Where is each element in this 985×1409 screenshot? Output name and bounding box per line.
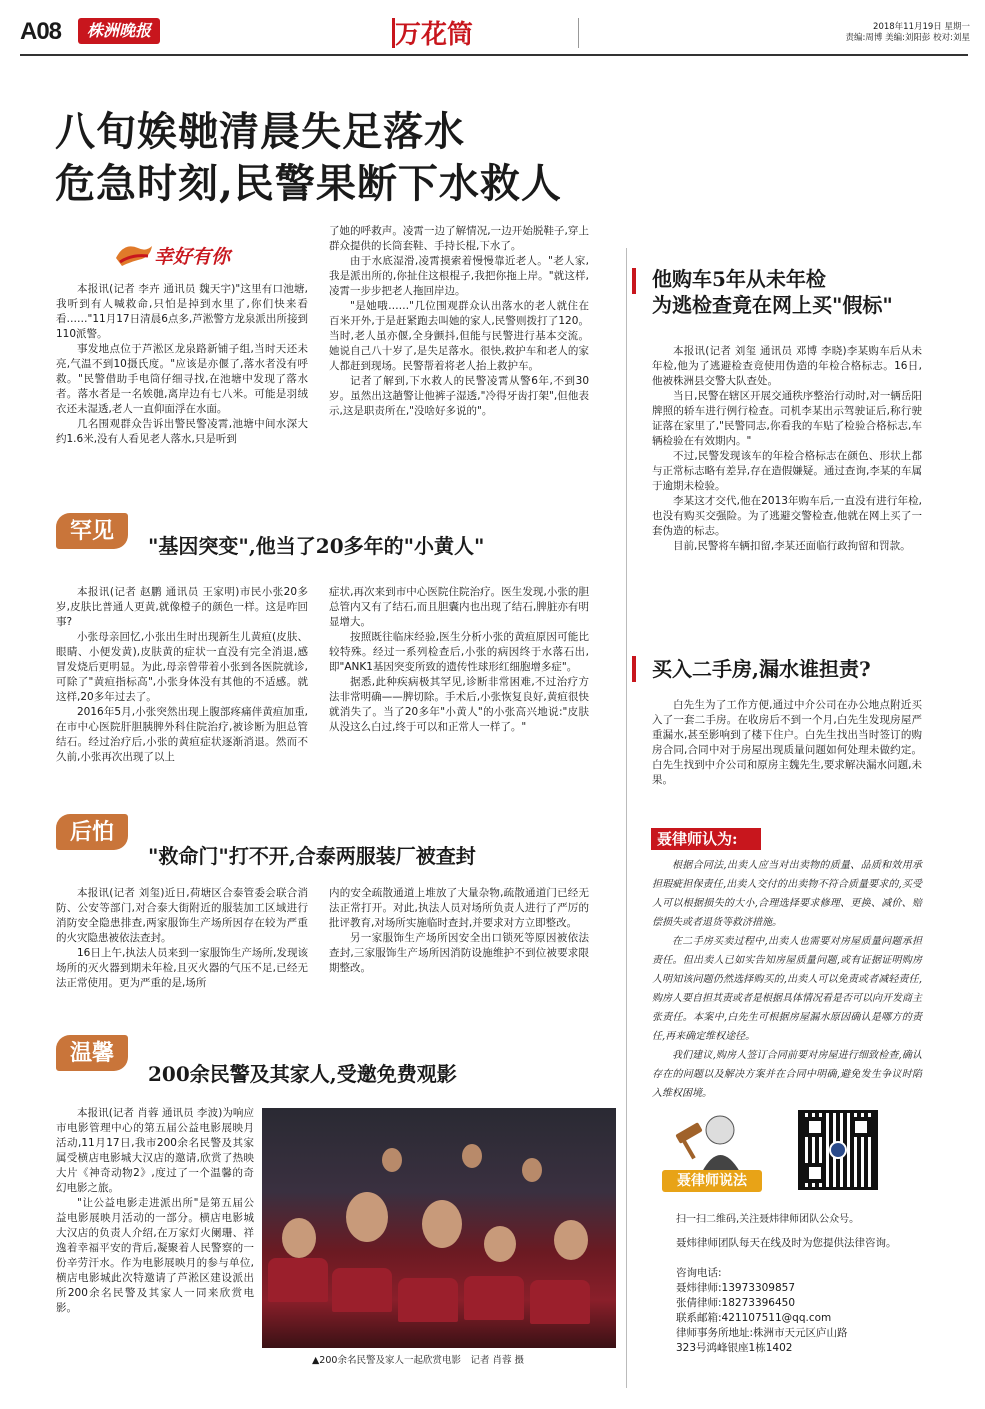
title-line: 为逃检查竟在网上买"假标" [652,293,893,317]
paragraph: 按照既往临床经验,医生分析小张的黄疸原因可能比较特殊。经过一系列检查后,小张的病因终于水落石出,即"ANK1基因突变所致的遗传性球形红细胞增多症"。 [329,631,589,673]
contact-info [676,1266,922,1356]
section-title: 万花筒 [395,20,474,50]
header-info [790,22,970,44]
paragraph: 几名围观群众告诉出警民警凌霄,池塘中间水深大约1.6米,没有人看见老人落水,只是听到 [56,418,308,445]
paper-logo: 株洲晚报 [78,18,160,44]
paragraph: 目前,民警将车辆扣留,李某还面临行政拘留和罚款。 [673,540,911,552]
paragraph: 白先生为了工作方便,通过中介公司在办公地点附近买入了一套二手房。在收房后不到一个月,白先生发现房屋严重漏水,甚至影响到了楼下住户。白先生找出当时签订的购房合同,合同中对于房屋出现质量问题如何处理未做约定。白先生找到中介公司和原房主魏先生,要求解决漏水问题,未果。 [652,699,922,786]
paragraph: 了她的呼救声。凌霄一边了解情况,一边开始脱鞋子,穿上群众提供的长筒套鞋、手持长棍,下水了。 [329,225,589,252]
contact-line: 323号鸿峰银座1栋1402 [676,1342,793,1354]
paragraph: 小张母亲回忆,小张出生时出现新生儿黄疸(皮肤、眼睛、小便发黄),皮肤黄的症状一直没有完全消退,感冒发烧后更明显。为此,母亲曾带着小张到各医院就诊,可除了"黄疸指标高",小张身体没有其他的不适感。就这样,20多年过去了。 [56,631,308,703]
paragraph: 当日,民警在辖区开展交通秩序整治行动时,对一辆岳阳牌照的轿车进行例行检查。司机李某出示驾驶证后,称行驶证落在家里了,"民警同志,你看我的车贴了检验合格标志,车辆检验在有效期内。" [652,390,922,447]
qr-caption: 扫一扫二维码,关注聂炜律师团队公众号。 [676,1214,860,1225]
paragraph: "是她哦……"几位围观群众认出落水的老人就住在百米开外,于是赶紧跑去叫她的家人,民警则拨打了120。当时,老人虽亦偃,全身颤抖,但能与民警进行基本交流。她说自己八十岁了,是失足落水。很快,救护车和老人的家人都赶到现场。民警帮着将老人抬上救护车。 [329,300,589,372]
paragraph: 另一家服饰生产场所因安全出口锁死等原因被依法查封,三家服饰生产场所因消防设施维护不到位被要求限期整改。 [329,932,589,974]
lawyer-opinion-banner: 聂律师认为: [651,828,761,850]
title-marker [632,268,636,294]
paragraph: 16日上午,执法人员来到一家服饰生产场所,发现该场所的灭火器到期未年检,且灭火器的气压不足,已经无法正常使用。更为严重的是,场所 [56,947,308,989]
paragraph: 不过,民警发现该车的年检合格标志在颜色、形状上都与正常标志略有差异,存在造假嫌疑。通过查询,李某的车属于逾期未检验。 [652,450,922,492]
contact-line: 聂炜律师:13973309857 [676,1282,796,1294]
paragraph: 症状,再次来到市中心医院住院治疗。医生发现,小张的胆总管内又有了结石,而且胆囊内也出现了结石,脾脏亦有明显增大。 [329,586,589,628]
date-line: 2018年11月19日 星期一 [873,22,970,32]
lawyer-logo-text: 聂律师说法 [662,1170,762,1192]
story3-col1 [56,886,308,991]
story4-body [56,1106,254,1316]
paragraph: 2016年5月,小张突然出现上腹部疼痛伴黄疸加重,在市中心医院肝胆胰脾外科住院治疗,被诊断为胆总管结石。经过治疗后,小张的黄疸症状逐渐消退。然而不久前,小张再次出现了以上 [56,706,308,763]
cinema-photo [262,1108,616,1348]
paragraph: 由于水底湿滑,凌霄摸索着慢慢靠近老人。"老人家,我是派出所的,你扯住这根棍子,我把你拖上岸。"就这样,凌霄一步步把老人拖回岸边。 [329,255,589,297]
contact-line: 律师事务所地址:株洲市天元区庐山路 [676,1327,848,1339]
story3-title: "救命门"打不开,合泰两服装厂被查封 [148,844,476,868]
section-divider-right [578,18,579,48]
right-story-a-body [652,344,922,554]
paragraph: "让公益电影走进派出所"是第五届公益电影展映月活动的一部分。横店电影城大汉店的负责人介绍,在万家灯火阑珊、祥逸着幸福平安的背后,凝聚着人民警察的一份辛劳汗水。作为电影展映月的参与单位,横店电影城此次特邀请了芦淞区建设派出所200余名民警及其家人一同来欣赏电影。 [56,1197,254,1314]
main-story-col1 [56,282,308,447]
header-rule [20,54,968,56]
right-story-a-title [652,266,893,318]
editor-line: 责编:周博 美编:刘阳彭 校对:刘星 [845,33,970,43]
paragraph: 据悉,此种疾病极其罕见,诊断非常困难,不过治疗方法非常明确——脾切除。手术后,小张恢复良好,黄疸很快就消失了。当了20多年"小黄人"的小张高兴地说:"皮肤从没这么白过,终于可以和正常人一样了。" [329,676,589,733]
story3-col2 [329,886,589,976]
story2-col1 [56,585,308,765]
paragraph: 本报讯(记者 肖蓉 通讯员 李波)为响应市电影管理中心的第五届公益电影展映月活动,11月17日,我市200余名民警及其家属受横店电影城大汉店的邀请,欣赏了热映大片《神奇动物2》,度过了一个温馨的奇幻电影之旅。 [56,1107,254,1194]
paragraph: 我们建议,购房人签订合同前要对房屋进行细致检查,确认存在的问题以及解决方案并在合同中明确,避免发生争议时陷入维权困境。 [652,1050,922,1099]
hands-icon [112,238,158,270]
story-badge-warm: 温馨 [56,1035,128,1071]
paragraph: 事发地点位于芦淞区龙泉路新铺子组,当时天还未亮,气温不到10摄氏度。"应该是亦偃了,落水者没有呼救。"民警借助手电筒仔细寻找,在池塘中发现了落水者。落水者是一名娭毑,离岸边有七八米。可能是羽绒衣还未湿透,老人一直仰面浮在水面。 [56,343,308,415]
main-headline-2: 危急时刻,民警果断下水救人 [55,160,562,207]
judge-icon [662,1108,762,1172]
contact-line: 联系邮箱:421107511@qq.com [676,1312,832,1324]
right-story-b-title: 买入二手房,漏水谁担责? [652,657,871,681]
story2-title: "基因突变",他当了20多年的"小黄人" [148,534,485,558]
story2-col2 [329,585,589,735]
story-badge-rare: 罕见 [56,513,128,549]
page-number: A08 [20,18,62,45]
title-line: 他购车5年从未年检 [652,267,826,291]
paragraph: 根据合同法,出卖人应当对出卖物的质量、品质和效用承担瑕疵担保责任,出卖人交付的出卖物不符合质量要求的,买受人可以根据损失的大小,合理选择要求修理、更换、减价、赔偿损失或者退货等救济措施。 [652,860,922,928]
paragraph: 本报讯(记者 刘玺)近日,荷塘区合泰管委会联合消防、公安等部门,对合泰大街附近的服装加工区域进行消防安全隐患排查,两家服饰生产场所因存在较为严重的火灾隐患被依法查封。 [56,887,308,944]
main-headline-1: 八旬娭毑清晨失足落水 [55,108,465,155]
photo-caption: ▲200余名民警及家人一起欣赏电影 记者 肖蓉 摄 [312,1355,524,1366]
paragraph: 本报讯(记者 刘玺 通讯员 邓博 李晓)李某购车后从未年检,他为了逃避检查竟使用伪造的年检合格标志。16日,他被株洲县交警大队查处。 [652,345,922,387]
paragraph: 本报讯(记者 李卉 通讯员 魏天宇)"这里有口池塘,我听到有人喊救命,只怕是掉到水里了,你们快来看看……"11月17日清晨6点多,芦淞警方龙泉派出所接到110派警。 [56,283,308,340]
story-badge-fear: 后怕 [56,814,128,850]
main-story-col2 [329,224,589,419]
contact-intro: 聂炜律师团队每天在线及时为您提供法律咨询。 [676,1237,897,1249]
right-story-b-body [652,698,922,788]
contact-line: 咨询电话: [676,1267,722,1279]
contact-line: 张倩律师:18273396450 [676,1297,796,1309]
story4-title: 200余民警及其家人,受邀免费观影 [148,1062,457,1086]
column-separator [626,248,627,1388]
paragraph: 内的安全疏散通道上堆放了大量杂物,疏散通道门已经无法正常打开。对此,执法人员对场所负责人进行了严厉的批评教育,对场所实施临时查封,并要求对方立即整改。 [329,887,589,929]
paragraph: 在二手房买卖过程中,出卖人也需要对房屋质量问题承担责任。但出卖人已如实告知房屋质量问题,或有证据证明购房人明知该问题仍然选择购买的,出卖人可以免责或者减轻责任,购房人要自担其责或者是根据具体情况看是否可以向开发商主张责任。本案中,白先生可根据房屋漏水原因确认是哪方的责任,再来确定维权途径。 [652,936,922,1042]
title-marker [632,656,636,682]
lawyer-logo [662,1108,762,1196]
qr-code[interactable] [798,1110,878,1190]
paragraph: 记者了解到,下水救人的民警凌霄从警6年,不到30岁。虽然出这趟警让他裤子湿透,"冷得牙齿打架",但他表示,这是职责所在,"没啥好多说的"。 [329,375,589,417]
column-logo-text: 幸好有你 [154,246,231,268]
lawyer-opinion-text [652,856,922,1103]
paragraph: 李某这才交代,他在2013年购车后,一直没有进行年检,也没有购买交强险。为了逃避交警检查,他就在网上买了一套伪造的标志。 [652,495,922,537]
paragraph: 本报讯(记者 赵鹏 通讯员 王家明)市民小张20多岁,皮肤比普通人更黄,就像橙子的颜色一样。这是咋回事? [56,586,308,628]
column-logo [112,238,272,270]
